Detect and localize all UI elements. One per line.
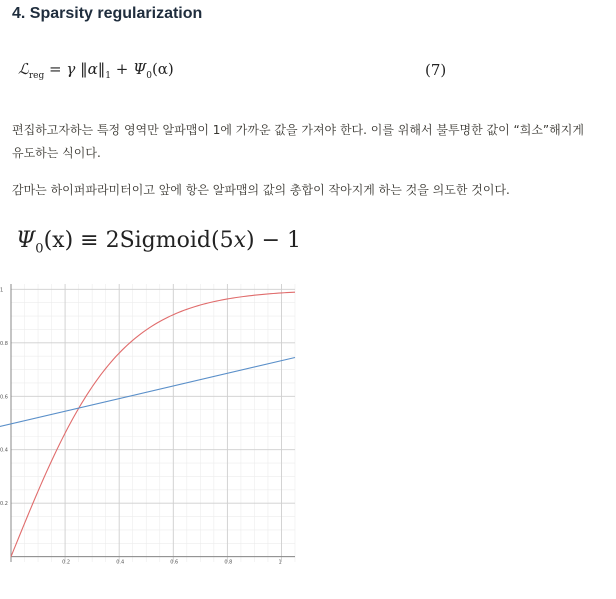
gamma-symbol: γ	[66, 60, 76, 78]
y-tick-label: 0.4	[0, 447, 8, 454]
psi-symbol: Ψ	[16, 228, 36, 253]
norm-close: ‖	[97, 60, 106, 78]
x-tick-label: 0.4	[116, 559, 125, 566]
alpha-symbol: α	[87, 60, 98, 78]
section-heading: 4. Sparsity regularization	[12, 5, 203, 22]
psi-symbol: Ψ	[133, 60, 147, 78]
norm-subscript: 1	[105, 71, 111, 81]
x-tick-label: 0.2	[62, 559, 71, 566]
y-tick-label: 0.8	[0, 340, 8, 347]
equals-sign: =	[48, 60, 67, 78]
x-tick-label: 0.6	[170, 559, 179, 566]
norm-open: ‖	[75, 60, 88, 78]
x-tick-label: 1	[278, 559, 282, 566]
series-line-sigmoid	[11, 292, 295, 557]
psi-argument: (x)	[43, 228, 74, 253]
series-line-linear	[0, 358, 295, 428]
sigmoid-expression: ≡ 2Sigmoid(5	[73, 228, 234, 253]
psi-subscript: 0	[35, 241, 44, 257]
equation-number: (7)	[425, 61, 447, 79]
sparsity-loss-equation	[18, 60, 174, 81]
y-tick-label: 1	[0, 287, 4, 294]
y-tick-label: 0.2	[0, 501, 8, 508]
psi-function-chart	[0, 283, 296, 566]
plus-sign: +	[110, 60, 134, 78]
loss-subscript: reg	[28, 71, 45, 81]
paragraph-sparsity-explanation: 편집하고자하는 특정 영역만 알파맵이 1에 가까운 값을 가져야 한다. 이를 위해서 불투명한 값이 “희소”해지게 유도하는 식이다.	[12, 123, 584, 160]
loss-symbol: ℒ	[18, 60, 29, 78]
expression-tail: ) − 1	[246, 228, 301, 253]
x-variable: x	[233, 228, 246, 253]
psi-subscript: 0	[146, 71, 152, 81]
paragraph-gamma-explanation: 감마는 하이퍼파라미터이고 앞에 항은 알파맵의 값의 총합이 작아지게 하는 것을 의도한 것이다.	[12, 183, 510, 197]
x-tick-label: 0.8	[224, 559, 233, 566]
psi-argument: (α)	[151, 60, 174, 78]
y-tick-label: 0.6	[0, 394, 8, 401]
psi-definition-equation	[16, 228, 301, 256]
